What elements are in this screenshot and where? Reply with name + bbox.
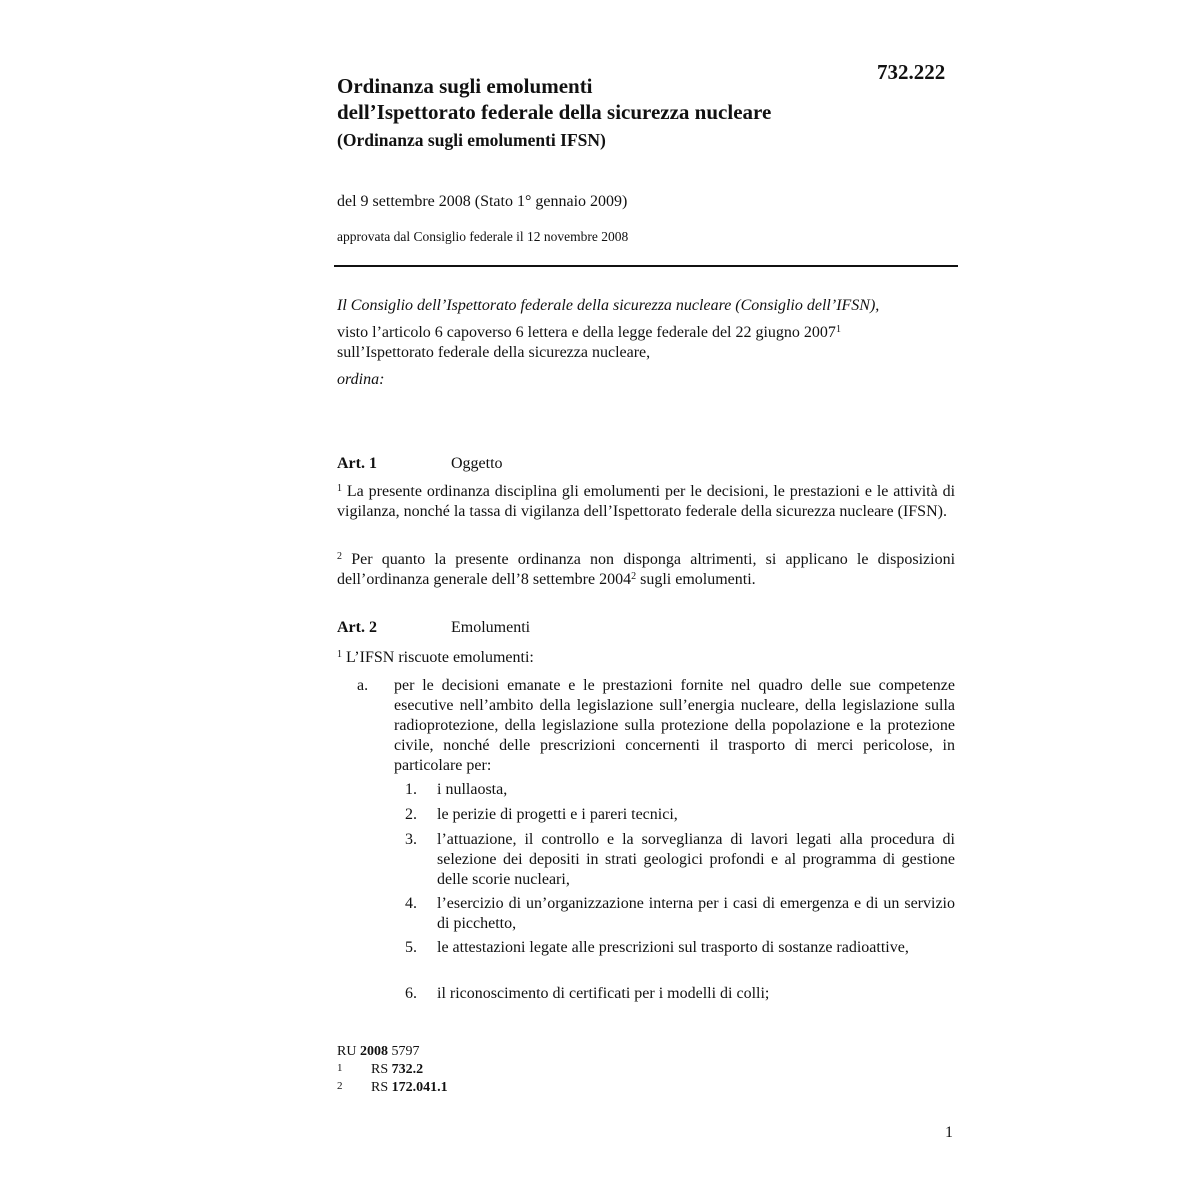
list-item — [405, 938, 955, 958]
title-line-2: dell’Ispettorato federale della sicurezza nucleare — [337, 100, 772, 124]
article-1-paragraph-2-text: Per quanto la presente ordinanza non disponga altrimenti, si applicano le disposizioni dell’ordinanza generale dell’8 settembre 2004 — [337, 551, 956, 588]
ru-prefix: RU — [337, 1044, 360, 1059]
title-line-1: Ordinanza sugli emolumenti — [337, 74, 593, 98]
list-item-text: il riconoscimento di certificati per i modelli di colli; — [437, 985, 770, 1002]
list-item-number: 1. — [405, 781, 417, 798]
preamble-basis-line-2: sull’Ispettorato federale della sicurezza nucleare, — [337, 344, 651, 361]
article-2-letter-a — [357, 676, 955, 776]
preamble-basis-line-1 — [337, 323, 841, 343]
footnote-1 — [337, 1063, 537, 1077]
article-2-number: Art. 2 — [337, 619, 377, 636]
list-item — [405, 830, 955, 890]
approval-line: approvata dal Consiglio federale il 12 novembre 2008 — [337, 229, 629, 244]
footnote-2-ref[interactable]: 172.041.1 — [391, 1080, 448, 1095]
paragraph-number: 1 — [337, 483, 342, 494]
letter-a-label: a. — [357, 677, 369, 694]
footnote-1-prefix: RS — [371, 1062, 392, 1077]
footnote-number: 1 — [337, 1062, 343, 1074]
list-item-text: l’esercizio di un’organizzazione interna per i casi di emergenza e di un servizio di picchetto, — [437, 895, 955, 932]
official-compilation-ref — [337, 1045, 419, 1059]
footnote-2-prefix: RS — [371, 1080, 392, 1095]
article-1-paragraph-2-tail: sugli emolumenti. — [636, 571, 756, 588]
article-1-number: Art. 1 — [337, 455, 377, 472]
paragraph-number: 1 — [337, 649, 342, 660]
list-item-text: l’attuazione, il controllo e la sorveglianza di lavori legati alla procedura di selezione dei depositi in strati geologici profondi e al programma di gestione delle scorie nucleari, — [437, 831, 955, 888]
preamble-authority: Il Consiglio dell’Ispettorato federale della sicurezza nucleare (Consiglio dell’IFSN), — [337, 297, 880, 314]
ru-year: 2008 — [359, 1044, 388, 1059]
footnote-2 — [337, 1081, 537, 1095]
short-title: (Ordinanza sugli emolumenti IFSN) — [337, 130, 606, 150]
article-1-title: Oggetto — [451, 455, 503, 472]
paragraph-number: 2 — [337, 551, 342, 562]
article-1-heading — [337, 455, 637, 475]
footnote-1-ref[interactable]: 732.2 — [391, 1062, 424, 1077]
list-item — [405, 894, 955, 934]
list-item — [405, 984, 955, 1004]
list-item-number: 4. — [405, 895, 417, 912]
page-number: 1 — [945, 1124, 953, 1141]
article-2-paragraph-1-text: L’IFSN riscuote emolumenti: — [346, 649, 534, 666]
preamble-basis-text: visto l’articolo 6 capoverso 6 lettera e della legge federale del 22 giugno 2007 — [337, 324, 836, 341]
list-item-number: 6. — [405, 985, 417, 1002]
list-item — [405, 780, 955, 800]
list-item-text: i nullaosta, — [437, 781, 508, 798]
article-2-title: Emolumenti — [451, 619, 531, 636]
list-item-text: le perizie di progetti e i pareri tecnici, — [437, 806, 678, 823]
ru-page: 5797 — [387, 1044, 420, 1059]
sr-number: 732.222 — [877, 60, 946, 84]
footnote-ref-2[interactable]: 2 — [631, 571, 637, 582]
article-1-paragraph-1-text: La presente ordinanza disciplina gli emolumenti per le decisioni, le prestazioni e le attività di vigilanza, nonché la tassa di vigilanza dell’Ispettorato federale della sicurezza nucleare (IFSN). — [337, 483, 956, 520]
list-item-number: 5. — [405, 939, 417, 956]
list-item-number: 3. — [405, 831, 417, 848]
footnote-number: 2 — [337, 1080, 343, 1092]
article-2-paragraph-1 — [337, 648, 534, 668]
letter-a-text: per le decisioni emanate e le prestazioni fornite nel quadro delle sue competenze esecutive nell’ambito della legislazione sull’energia nucleare, della legislazione sulla radioprotezione, della legislazione sulla protezione della popolazione e la protezione civile, nonché delle prescrizioni concernenti il trasporto di merci pericolose, in particolare per: — [394, 677, 955, 774]
list-item — [405, 805, 955, 825]
list-item-number: 2. — [405, 806, 417, 823]
article-1-paragraph-2 — [337, 550, 955, 590]
list-item-text: le attestazioni legate alle prescrizioni sul trasporto di sostanze radioattive, — [437, 939, 909, 956]
article-1-paragraph-1 — [337, 482, 955, 522]
footnote-ref-1[interactable]: 1 — [835, 324, 841, 335]
document-title — [337, 73, 771, 125]
preamble-decree: ordina: — [337, 371, 385, 388]
date-line: del 9 settembre 2008 (Stato 1° gennaio 2009) — [337, 193, 628, 210]
article-2-heading — [337, 619, 637, 639]
header-divider — [334, 265, 958, 267]
